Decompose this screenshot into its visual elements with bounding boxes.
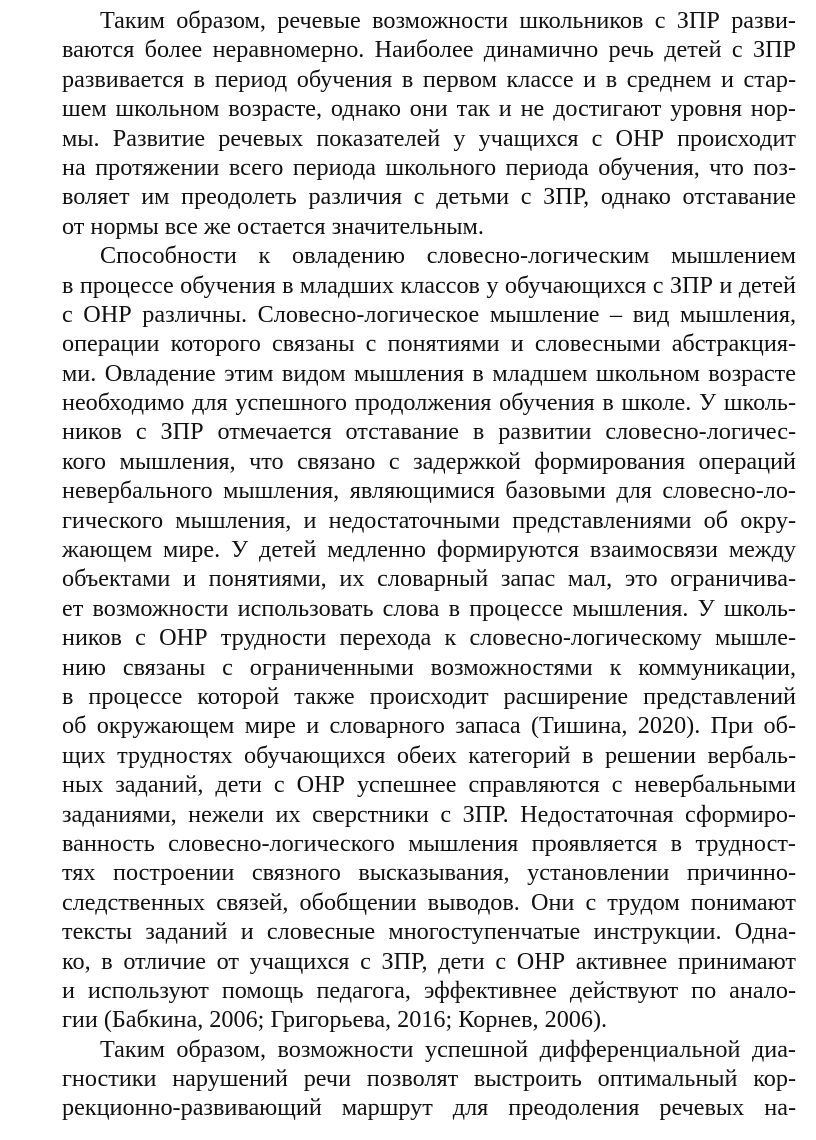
text-line: рекционно-развивающий маршрут для преодоления речевых на- xyxy=(62,1094,796,1122)
text-line: Таким образом, речевые возможности школьников с ЗПР разви- xyxy=(100,7,796,34)
text-line: ко, в отличие от учащихся с ЗПР, дети с ОНР активнее принимают xyxy=(62,947,796,975)
paragraph-1 xyxy=(62,6,796,241)
text-line: ванность словесно-логического мышления проявляется в трудност- xyxy=(62,829,796,857)
text-line: шем школьном возрасте, однако они так и не достигают уровня нор- xyxy=(62,95,796,123)
text-line: объектами и понятиями, их словарный запас мал, это ограничива- xyxy=(62,565,796,593)
paragraph-2 xyxy=(62,241,796,1035)
text-line: воляет им преодолеть различия с детьми с ЗПР, однако отставание xyxy=(62,183,796,211)
text-line: с ОНР различны. Словесно-логическое мышление – вид мышления, xyxy=(62,300,796,328)
text-line: тексты заданий и словесные многоступенчатые инструкции. Одна- xyxy=(62,918,796,946)
text-line: в процессе обучения в младших классов у обучающихся с ЗПР и детей xyxy=(62,271,796,299)
text-line: ников с ЗПР отмечается отставание в развитии словесно-логичес- xyxy=(62,418,796,446)
text-line: следственных связей, обобщении выводов. Они с трудом понимают xyxy=(62,888,796,916)
text-line: на протяжении всего периода школьного периода обучения, что поз- xyxy=(62,153,796,181)
text-line: невербального мышления, являющимися базовыми для словесно-ло- xyxy=(62,477,796,505)
text-line: ваются более неравномерно. Наиболее динамично речь детей с ЗПР xyxy=(62,36,796,64)
text-line: ми. Овладение этим видом мышления в младшем школьном возрасте xyxy=(62,359,796,387)
text-line: Способности к овладению словесно-логическим мышлением xyxy=(100,242,796,270)
text-line: нию связаны с ограниченными возможностями к коммуникации, xyxy=(62,653,796,681)
text-line: тях построении связного высказывания, установлении причинно- xyxy=(62,859,796,887)
text-line: от нормы все же остается значительным. xyxy=(62,212,484,240)
text-line: мы. Развитие речевых показателей у учащихся с ОНР происходит xyxy=(62,124,796,152)
text-line: операции которого связаны с понятиями и словесными абстракция- xyxy=(62,330,796,358)
text-line: об окружающем мире и словарного запаса (Тишина, 2020). При об- xyxy=(62,712,796,740)
text-line: гии (Бабкина, 2006; Григорьева, 2016; Корнев, 2006). xyxy=(62,1006,608,1034)
text-line: необходимо для успешного продолжения обучения в школе. У школь- xyxy=(62,389,796,417)
paragraph-3 xyxy=(62,1035,796,1123)
text-line: ников с ОНР трудности перехода к словесно-логическому мышле- xyxy=(62,624,796,652)
text-line: ет возможности использовать слова в процессе мышления. У школь- xyxy=(62,594,796,622)
text-line: гностики нарушений речи позволят выстроить оптимальный кор- xyxy=(62,1065,796,1093)
text-line: в процессе которой также происходит расширение представлений xyxy=(62,682,796,710)
text-line: развивается в период обучения в первом классе и в среднем и стар- xyxy=(62,65,796,93)
text-line: Таким образом, возможности успешной дифференциальной диа- xyxy=(100,1035,796,1063)
text-line: гического мышления, и недостаточными представлениями об окру- xyxy=(62,506,796,534)
text-line: заданиями, нежели их сверстники с ЗПР. Недостаточная сформиро- xyxy=(62,800,796,828)
text-line: кого мышления, что связано с задержкой формирования операций xyxy=(62,447,796,475)
text-line: жающем мире. У детей медленно формируются взаимосвязи между xyxy=(62,536,796,564)
text-line: ных заданий, дети с ОНР успешнее справляются с невербальными xyxy=(62,771,796,799)
text-line: щих трудностях обучающихся обеих категорий в решении вербаль- xyxy=(62,741,796,769)
document-page xyxy=(62,6,796,1123)
text-line: и используют помощь педагога, эффективнее действуют по анало- xyxy=(62,976,796,1004)
